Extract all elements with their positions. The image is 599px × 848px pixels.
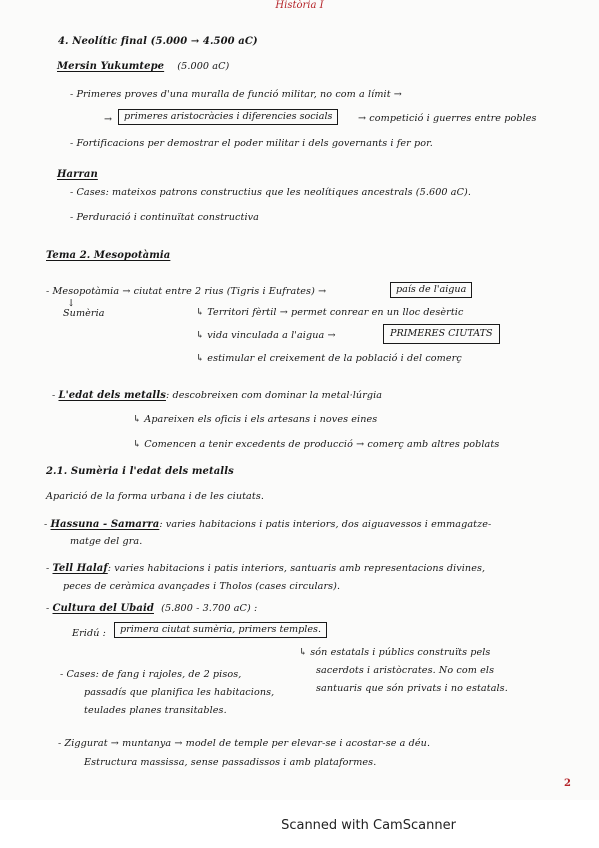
mersin-date: (5.000 aC) bbox=[177, 61, 230, 72]
mersin-line-2: → competició i guerres entre pobles bbox=[358, 113, 537, 124]
eridu-boxed-note: primera ciutat sumèria, primers temples. bbox=[114, 622, 327, 638]
meso-sub-3: ↳ estimular el creixement de la població i del comerç bbox=[196, 353, 462, 364]
halaf-continuation: peces de ceràmica avançades i Tholos (cases circulars). bbox=[63, 581, 341, 592]
tema-2-heading: Tema 2. Mesopotàmia bbox=[46, 250, 171, 261]
mersin-line-3: - Fortificacions per demostrar el poder militar i dels governants i fer por. bbox=[70, 138, 433, 149]
ubaid-date: (5.800 - 3.700 aC) : bbox=[161, 603, 258, 614]
mersin-boxed-note: primeres aristocràcies i diferencies socials bbox=[118, 109, 338, 125]
cases-line-2: passadís que planifica les habitacions, bbox=[84, 687, 275, 698]
cases-line-1: - Cases: de fang i rajoles, de 2 pisos, bbox=[60, 669, 242, 680]
halaf-desc: : varies habitacions i patis interiors, santuaris amb representacions divines, bbox=[107, 563, 486, 574]
mesopotamia-line: - Mesopotàmia → ciutat entre 2 rius (Tigris i Eufrates) → bbox=[46, 286, 327, 297]
hassuna-row: - Hassuna - Samarra: varies habitacions i patis interiors, dos aiguavessos i emmagatze- bbox=[44, 519, 492, 530]
metalls-row: - L'edat dels metalls: descobreixen com dominar la metal·lúrgia bbox=[52, 390, 383, 401]
hassuna-continuation: matge del gra. bbox=[70, 536, 143, 547]
halaf-row: - Tell Halaf: varies habitacions i patis interiors, santuaris amb representacions divines, bbox=[46, 563, 486, 574]
mersin-line-1: - Primeres proves d'una muralla de funció militar, no com a límit → bbox=[70, 89, 402, 100]
metalls-desc: : descobreixen com dominar la metal·lúrgia bbox=[165, 390, 383, 401]
temples-note-1: ↳ són estatals i públics construïts pels bbox=[299, 647, 491, 658]
sumeria-arrow: ↓ bbox=[67, 298, 76, 309]
meso-sub-1: ↳ Territori fèrtil → permet conrear en un lloc desèrtic bbox=[196, 307, 464, 318]
sumeria-label: Sumèria bbox=[63, 308, 105, 319]
meso-sub-2: ↳ vida vinculada a l'aigua → bbox=[196, 330, 336, 341]
temples-note-3: santuaris que són privats i no estatals. bbox=[316, 683, 508, 694]
eridu-label: Eridú : bbox=[72, 628, 106, 639]
temples-note-2: sacerdots i aristòcrates. No com els bbox=[316, 665, 495, 676]
camscanner-watermark: Scanned with CamScanner bbox=[281, 818, 456, 833]
section-heading-neolitic: 4. Neolític final (5.000 → 4.500 aC) bbox=[58, 36, 258, 47]
ubaid-heading: Cultura del Ubaid bbox=[52, 603, 154, 614]
hassuna-heading: Hassuna - Samarra bbox=[50, 519, 160, 530]
forma-urbana-line: Aparició de la forma urbana i de les ciutats. bbox=[46, 491, 264, 502]
cases-line-3: teulades planes transitables. bbox=[84, 705, 227, 716]
metalls-heading: L'edat dels metalls bbox=[58, 390, 166, 401]
harran-line-1: - Cases: mateixos patrons constructius que les neolítiques ancestrals (5.600 aC). bbox=[70, 187, 471, 198]
metalls-sub-2: ↳ Comencen a tenir excedents de producció → comerç amb altres poblats bbox=[133, 439, 500, 450]
section-heading-sumeria: 2.1. Sumèria i l'edat dels metalls bbox=[46, 466, 234, 477]
ubaid-row: - Cultura del Ubaid (5.800 - 3.700 aC) : bbox=[46, 603, 258, 614]
ziggurat-line-1: - Ziggurat → muntanya → model de temple per elevar-se i acostar-se a déu. bbox=[58, 738, 431, 749]
metalls-sub-1: ↳ Apareixen els oficis i els artesans i noves eines bbox=[133, 414, 378, 425]
mersin-heading-row bbox=[57, 61, 229, 73]
mersin-heading: Mersin Yukumtepe bbox=[57, 61, 165, 72]
harran-heading: Harran bbox=[57, 169, 98, 180]
mesopotamia-boxed-note: país de l'aigua bbox=[390, 282, 472, 298]
ziggurat-line-2: Estructura massissa, sense passadissos i amb plataformes. bbox=[84, 757, 377, 768]
mersin-arrow: → bbox=[104, 114, 113, 125]
hassuna-desc: : varies habitacions i patis interiors, dos aiguavessos i emmagatze- bbox=[159, 519, 492, 530]
page-number: 2 bbox=[564, 778, 571, 789]
halaf-heading: Tell Halaf bbox=[52, 563, 108, 574]
primeres-ciutats-box: PRIMERES CIUTATS bbox=[383, 324, 500, 344]
page-title: Història I bbox=[275, 0, 324, 11]
harran-line-2: - Perduració i continuïtat constructiva bbox=[70, 212, 259, 223]
